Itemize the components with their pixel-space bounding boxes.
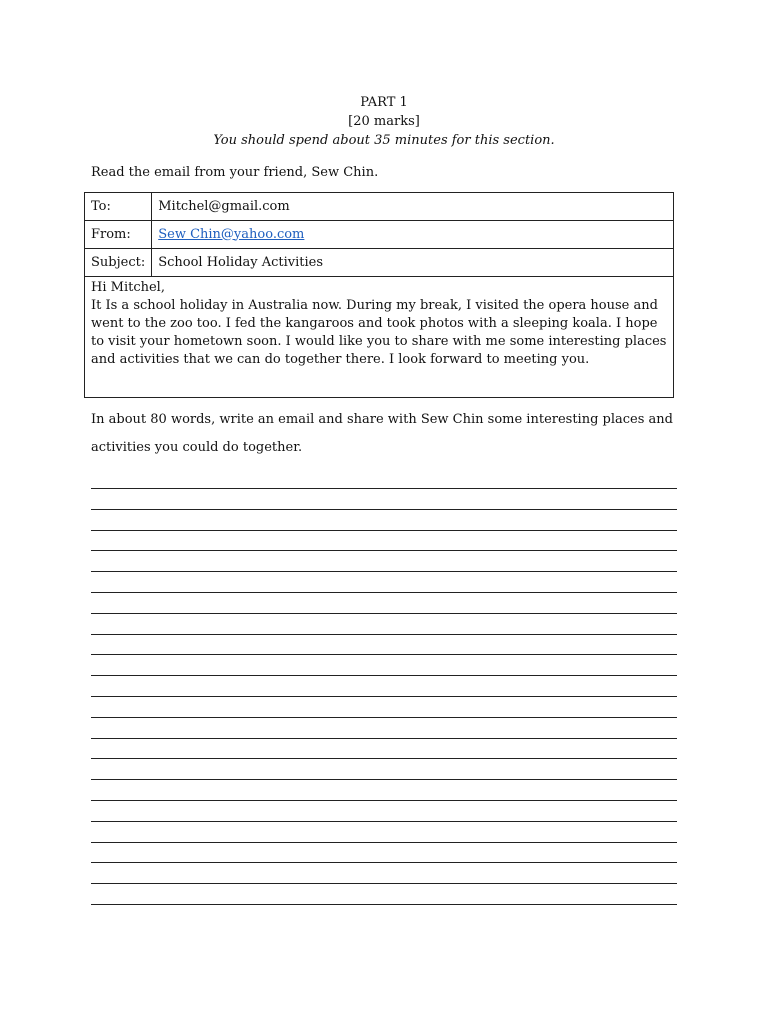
subject-label: Subject:: [85, 249, 152, 277]
task-instruction: [91, 406, 691, 462]
email-message: It Is a school holiday in Australia now. During my break, I visited the opera house and went to the zoo too. I fed the kangaroos and took photos with a sleeping koala. I hope to visit your hometown soon. I would like you to share with me some interesting places and activities that we can do together there. I look forward to meeting you.: [91, 298, 667, 367]
answer-line[interactable]: [91, 717, 677, 738]
email-body-cell: [85, 277, 674, 398]
email-to-row: [85, 193, 674, 221]
from-label: From:: [85, 221, 152, 249]
answer-line[interactable]: [91, 509, 677, 530]
answer-line[interactable]: [91, 800, 677, 821]
subject-value: School Holiday Activities: [152, 249, 674, 277]
answer-lines[interactable]: [91, 488, 677, 925]
task-line-1: In about 80 words, write an email and share with Sew Chin some interesting places and: [91, 412, 673, 427]
answer-line[interactable]: [91, 530, 677, 551]
answer-line[interactable]: [91, 842, 677, 863]
answer-line[interactable]: [91, 613, 677, 634]
email-from-row: [85, 221, 674, 249]
answer-line[interactable]: [91, 821, 677, 842]
intro-text: Read the email from your friend, Sew Chin.: [91, 165, 379, 180]
answer-line[interactable]: [91, 904, 677, 925]
email-subject-row: [85, 249, 674, 277]
answer-line[interactable]: [91, 696, 677, 717]
to-label: To:: [85, 193, 152, 221]
answer-line[interactable]: [91, 571, 677, 592]
answer-line[interactable]: [91, 550, 677, 571]
answer-line[interactable]: [91, 883, 677, 904]
from-cell: [152, 221, 674, 249]
answer-line[interactable]: [91, 592, 677, 613]
answer-line[interactable]: [91, 675, 677, 696]
answer-line[interactable]: [91, 654, 677, 675]
answer-line[interactable]: [91, 738, 677, 759]
answer-line[interactable]: [91, 862, 677, 883]
answer-line[interactable]: [91, 779, 677, 800]
part-title: PART 1: [360, 95, 408, 110]
answer-line[interactable]: [91, 488, 677, 509]
to-value: Mitchel@gmail.com: [152, 193, 674, 221]
email-table: [84, 192, 674, 398]
time-instruction: You should spend about 35 minutes for this section.: [213, 133, 555, 148]
marks-label: [20 marks]: [348, 114, 420, 129]
from-email-link[interactable]: Sew Chin@yahoo.com: [158, 226, 305, 242]
email-body: [91, 279, 667, 369]
email-body-row: [85, 277, 674, 398]
email-greeting: Hi Mitchel,: [91, 280, 165, 295]
answer-line[interactable]: [91, 758, 677, 779]
task-line-2: activities you could do together.: [91, 440, 303, 455]
answer-line[interactable]: [91, 634, 677, 655]
